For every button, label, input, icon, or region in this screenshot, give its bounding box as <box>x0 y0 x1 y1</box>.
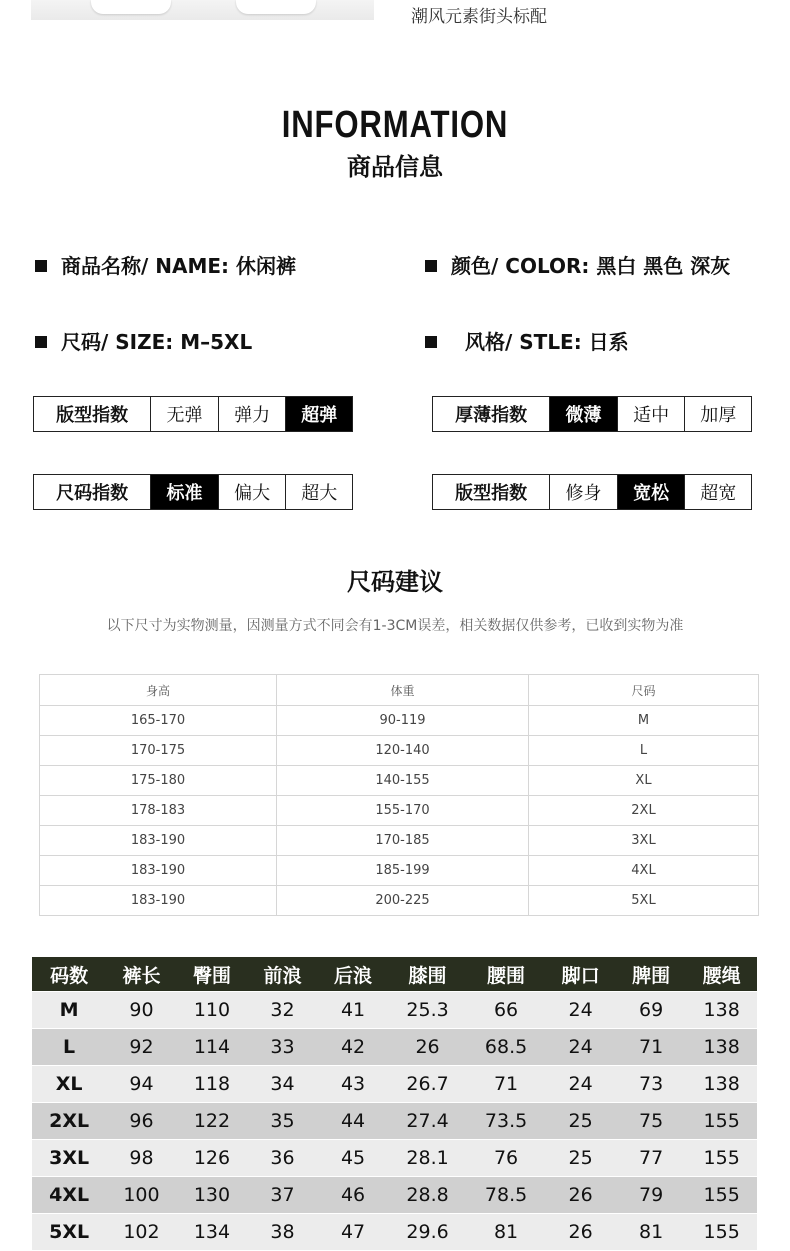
index-option: 适中 <box>617 397 685 431</box>
index-thickness <box>432 396 752 432</box>
table-cell: 120-140 <box>277 736 529 766</box>
table-cell: 28.1 <box>388 1140 467 1177</box>
table-row <box>32 1103 757 1140</box>
table-cell: 47 <box>318 1214 389 1251</box>
table-row <box>40 736 759 766</box>
attr-name <box>35 250 296 279</box>
table-cell: 46 <box>318 1177 389 1214</box>
table-cell: 37 <box>247 1177 318 1214</box>
table-cell: 26 <box>388 1029 467 1066</box>
table-cell: 33 <box>247 1029 318 1066</box>
table-cell: 126 <box>177 1140 248 1177</box>
table-cell: 81 <box>467 1214 546 1251</box>
header-cell: 码数 <box>32 957 106 992</box>
table-cell: 27.4 <box>388 1103 467 1140</box>
table-cell: 78.5 <box>467 1177 546 1214</box>
index-option-selected: 宽松 <box>617 475 685 509</box>
table-cell: 2XL <box>529 796 759 826</box>
table-cell: 29.6 <box>388 1214 467 1251</box>
table-cell: 175-180 <box>40 766 277 796</box>
header-cell: 臀围 <box>177 957 248 992</box>
header-cell: 体重 <box>277 675 529 706</box>
table-cell: 138 <box>686 992 757 1029</box>
table-cell: 183-190 <box>40 856 277 886</box>
index-option: 超大 <box>285 475 352 509</box>
table-cell: 178-183 <box>40 796 277 826</box>
shoe-right <box>236 0 316 14</box>
table-cell: 155 <box>686 1214 757 1251</box>
header-cell: 后浪 <box>318 957 389 992</box>
table-row <box>32 1140 757 1177</box>
table-cell: 36 <box>247 1140 318 1177</box>
index-option: 修身 <box>549 475 617 509</box>
table-cell: 170-185 <box>277 826 529 856</box>
table-cell: 71 <box>467 1066 546 1103</box>
table-cell: 68.5 <box>467 1029 546 1066</box>
bullet-square-icon <box>425 336 437 348</box>
table-header-row <box>32 957 757 992</box>
table-cell: XL <box>32 1066 106 1103</box>
table-row <box>40 706 759 736</box>
table-row <box>32 1214 757 1251</box>
table-cell: 94 <box>106 1066 177 1103</box>
table-cell: 25.3 <box>388 992 467 1029</box>
table-cell: 44 <box>318 1103 389 1140</box>
table-row <box>40 766 759 796</box>
table-cell: 24 <box>545 992 616 1029</box>
table-cell: 26 <box>545 1214 616 1251</box>
table-row <box>40 886 759 916</box>
table-cell: 185-199 <box>277 856 529 886</box>
table-row <box>40 796 759 826</box>
table-cell: 75 <box>616 1103 687 1140</box>
header-cell: 身高 <box>40 675 277 706</box>
bullet-square-icon <box>425 260 437 272</box>
table-cell: 155 <box>686 1140 757 1177</box>
table-cell: 41 <box>318 992 389 1029</box>
table-cell: 4XL <box>529 856 759 886</box>
table-cell: 4XL <box>32 1177 106 1214</box>
attr-color-text: 颜色/ COLOR: 黑白 黑色 深灰 <box>451 254 731 278</box>
table-cell: 98 <box>106 1140 177 1177</box>
index-label: 版型指数 <box>455 483 528 504</box>
table-cell: 45 <box>318 1140 389 1177</box>
table-cell: 170-175 <box>40 736 277 766</box>
table-cell: 25 <box>545 1140 616 1177</box>
bullet-square-icon <box>35 260 47 272</box>
index-label: 版型指数 <box>56 405 129 426</box>
table-cell: 183-190 <box>40 826 277 856</box>
table-row <box>32 1177 757 1214</box>
attr-color <box>425 250 730 279</box>
table-cell: 3XL <box>529 826 759 856</box>
table-cell: L <box>32 1029 106 1066</box>
measurement-table <box>32 957 757 1251</box>
table-cell: 79 <box>616 1177 687 1214</box>
table-cell: 42 <box>318 1029 389 1066</box>
attr-style <box>425 326 629 355</box>
table-cell: 26.7 <box>388 1066 467 1103</box>
table-cell: L <box>529 736 759 766</box>
table-cell: 5XL <box>529 886 759 916</box>
table-row <box>40 826 759 856</box>
table-cell: 92 <box>106 1029 177 1066</box>
table-cell: 130 <box>177 1177 248 1214</box>
table-cell: 110 <box>177 992 248 1029</box>
header-cell: 膝围 <box>388 957 467 992</box>
table-cell: 69 <box>616 992 687 1029</box>
table-header-row <box>40 675 759 706</box>
index-option-selected: 超弹 <box>285 397 352 431</box>
table-cell: 25 <box>545 1103 616 1140</box>
table-cell: 134 <box>177 1214 248 1251</box>
index-label: 厚薄指数 <box>455 405 528 426</box>
table-cell: 35 <box>247 1103 318 1140</box>
product-photo-bottom <box>31 0 374 20</box>
table-cell: 200-225 <box>277 886 529 916</box>
info-title: INFORMATION <box>281 104 509 146</box>
attr-style-text: 风格/ STLE: 日系 <box>465 330 629 354</box>
table-cell: 90 <box>106 992 177 1029</box>
table-cell: 2XL <box>32 1103 106 1140</box>
index-option: 加厚 <box>684 397 751 431</box>
table-cell: 73 <box>616 1066 687 1103</box>
table-cell: 155-170 <box>277 796 529 826</box>
table-cell: 155 <box>686 1103 757 1140</box>
table-cell: 66 <box>467 992 546 1029</box>
header-cell: 脚口 <box>545 957 616 992</box>
table-cell: 24 <box>545 1066 616 1103</box>
header-cell: 脾围 <box>616 957 687 992</box>
table-cell: 155 <box>686 1177 757 1214</box>
index-option-selected: 标准 <box>150 475 218 509</box>
table-row <box>32 992 757 1029</box>
table-cell: 100 <box>106 1177 177 1214</box>
table-cell: 38 <box>247 1214 318 1251</box>
header-cell: 腰绳 <box>686 957 757 992</box>
table-cell: 34 <box>247 1066 318 1103</box>
table-cell: 165-170 <box>40 706 277 736</box>
header-cell: 前浪 <box>247 957 318 992</box>
table-cell: 77 <box>616 1140 687 1177</box>
index-size <box>33 474 353 510</box>
header-cell: 腰围 <box>467 957 546 992</box>
table-cell: 138 <box>686 1029 757 1066</box>
table-cell: 32 <box>247 992 318 1029</box>
index-option: 超宽 <box>684 475 751 509</box>
index-fit-stretch <box>33 396 353 432</box>
index-option-selected: 微薄 <box>549 397 617 431</box>
table-cell: 3XL <box>32 1140 106 1177</box>
table-cell: 81 <box>616 1214 687 1251</box>
table-row <box>32 1029 757 1066</box>
index-option: 弹力 <box>218 397 286 431</box>
attr-size <box>35 326 252 355</box>
table-cell: M <box>32 992 106 1029</box>
size-advice-title: 尺码建议 <box>347 568 443 596</box>
attr-size-text: 尺码/ SIZE: M–5XL <box>61 330 253 354</box>
table-cell: 43 <box>318 1066 389 1103</box>
table-row <box>32 1066 757 1103</box>
shoe-left <box>91 0 171 14</box>
table-cell: 73.5 <box>467 1103 546 1140</box>
bullet-square-icon <box>35 336 47 348</box>
table-cell: 122 <box>177 1103 248 1140</box>
table-cell: 183-190 <box>40 886 277 916</box>
index-option: 偏大 <box>218 475 286 509</box>
table-cell: 96 <box>106 1103 177 1140</box>
table-cell: 140-155 <box>277 766 529 796</box>
table-cell: 26 <box>545 1177 616 1214</box>
index-fit-cut <box>432 474 752 510</box>
index-label: 尺码指数 <box>56 483 129 504</box>
table-row <box>40 856 759 886</box>
size-advice-table <box>39 674 759 916</box>
table-cell: 71 <box>616 1029 687 1066</box>
table-cell: 102 <box>106 1214 177 1251</box>
info-subtitle: 商品信息 <box>347 153 443 181</box>
table-cell: 28.8 <box>388 1177 467 1214</box>
table-cell: 118 <box>177 1066 248 1103</box>
photo-caption: 潮风元素街头标配 <box>411 7 547 27</box>
header-cell: 尺码 <box>529 675 759 706</box>
header-cell: 裤长 <box>106 957 177 992</box>
table-cell: M <box>529 706 759 736</box>
table-cell: 90-119 <box>277 706 529 736</box>
table-cell: XL <box>529 766 759 796</box>
size-advice-note: 以下尺寸为实物测量，因测量方式不同会有1-3CM误差，相关数据仅供参考，已收到实物为准 <box>106 618 684 634</box>
table-cell: 114 <box>177 1029 248 1066</box>
table-cell: 24 <box>545 1029 616 1066</box>
index-option: 无弹 <box>150 397 218 431</box>
table-cell: 76 <box>467 1140 546 1177</box>
table-cell: 5XL <box>32 1214 106 1251</box>
attr-name-text: 商品名称/ NAME: 休闲裤 <box>61 254 297 278</box>
table-cell: 138 <box>686 1066 757 1103</box>
